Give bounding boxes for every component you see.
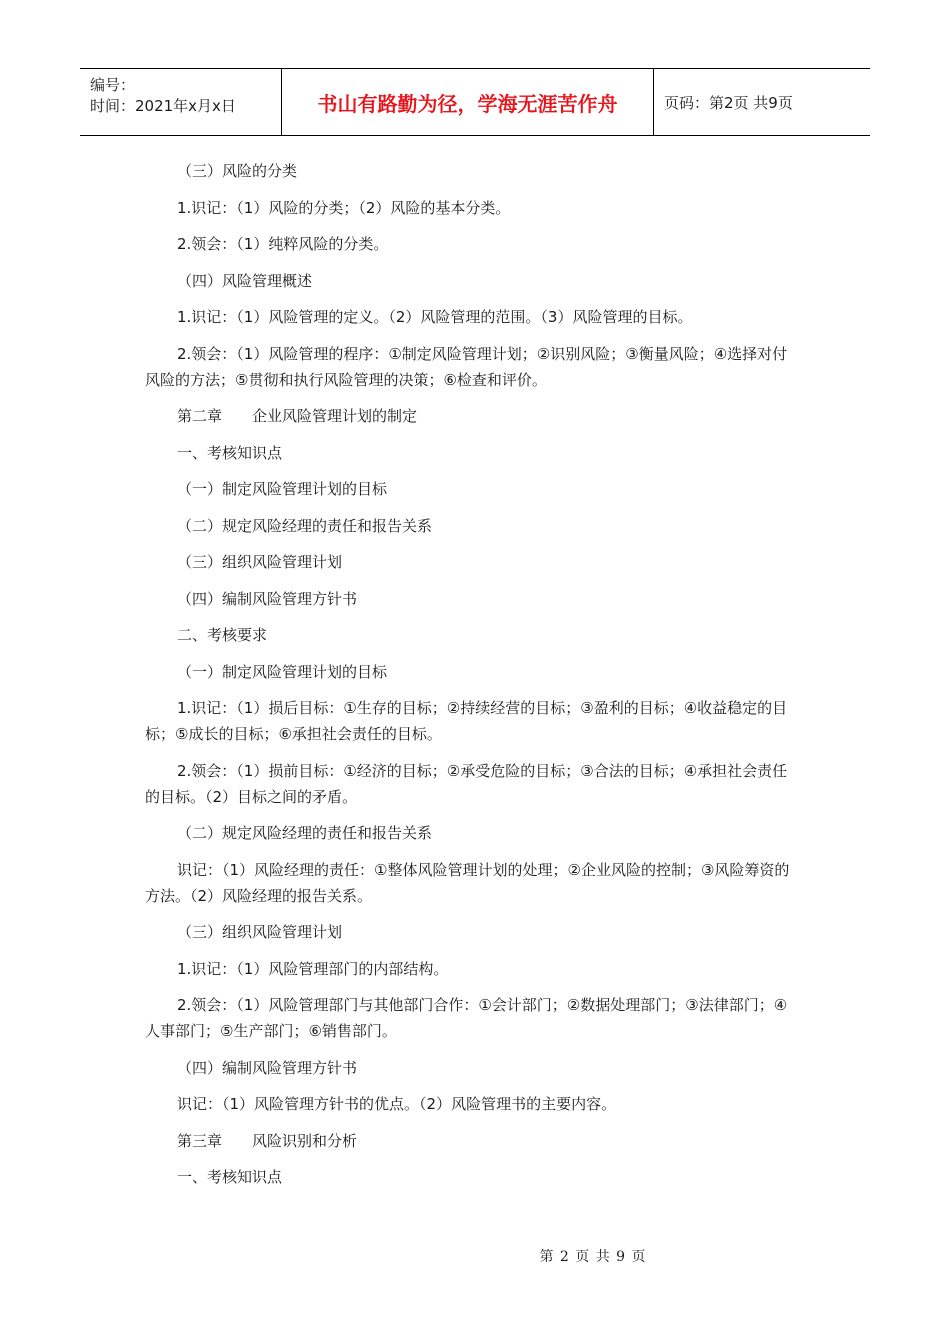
chapter-heading: 第三章 风险识别和分析 — [177, 1131, 358, 1150]
paragraph: （一）制定风险管理计划的目标 — [177, 662, 388, 681]
doc-number-label: 编号： — [90, 76, 136, 94]
paragraph: 识记：（1）风险经理的责任：①整体风险管理计划的处理；②企业风险的控制；③风险筹资的方法。（2）风险经理的报告关系。 — [145, 860, 790, 905]
paragraph: （四）编制风险管理方针书 — [177, 589, 358, 608]
paragraph: （三）风险的分类 — [177, 162, 298, 180]
page-footer — [0, 1246, 950, 1266]
paragraph: （三）组织风险管理计划 — [177, 923, 343, 941]
paragraph: （四）编制风险管理方针书 — [177, 1058, 358, 1077]
header-motto: 书山有路勤为径，学海无涯苦作舟 — [282, 69, 654, 135]
paragraph: （四）风险管理概述 — [177, 271, 313, 290]
footer-page-number: 第 2 页 共 9 页 — [539, 1249, 647, 1265]
paragraph: （二）规定风险经理的责任和报告关系 — [177, 824, 433, 842]
section-heading: 一、考核知识点 — [177, 1168, 283, 1186]
paragraph: 1.识记：（1）损后目标：①生存的目标；②持续经营的目标；③盈利的目标；④收益稳定的目标；⑤成长的目标；⑥承担社会责任的目标。 — [145, 699, 788, 743]
paragraph: （二）规定风险经理的责任和报告关系 — [177, 516, 433, 535]
section-heading: 二、考核要求 — [177, 626, 268, 644]
paragraph: （一）制定风险管理计划的目标 — [177, 480, 388, 498]
paragraph: 识记：（1）风险管理方针书的优点。（2）风险管理书的主要内容。 — [177, 1095, 617, 1113]
paragraph: 2.领会：（1）损前目标：①经济的目标；②承受危险的目标；③合法的目标；④承担社会责任的目标。（2）目标之间的矛盾。 — [145, 761, 788, 806]
header-meta — [80, 69, 282, 135]
section-heading: 一、考核知识点 — [177, 443, 283, 462]
page-header — [80, 68, 870, 136]
paragraph: 1.识记：（1）风险管理的定义。（2）风险管理的范围。（3）风险管理的目标。 — [177, 308, 693, 326]
paragraph: 2.领会：（1）风险管理的程序：①制定风险管理计划；②识别风险；③衡量风险；④选择对付风险的方法；⑤贯彻和执行风险管理的决策；⑥检查和评价。 — [145, 344, 788, 389]
paragraph: 1.识记：（1）风险管理部门的内部结构。 — [177, 959, 449, 978]
paragraph: 2.领会：（1）风险管理部门与其他部门合作：①会计部门；②数据处理部门；③法律部门；④人事部门；⑤生产部门；⑥销售部门。 — [145, 996, 788, 1040]
header-page-info: 页码：第2页 共9页 — [664, 93, 793, 112]
paragraph: 2.领会：（1）纯粹风险的分类。 — [177, 235, 389, 253]
doc-time-label: 时间：2021年x月x日 — [90, 97, 236, 115]
paragraph: 1.识记：（1）风险的分类；（2）风险的基本分类。 — [177, 198, 511, 217]
paragraph: （三）组织风险管理计划 — [177, 553, 343, 571]
chapter-heading: 第二章 企业风险管理计划的制定 — [177, 407, 418, 425]
document-body — [145, 158, 793, 1201]
